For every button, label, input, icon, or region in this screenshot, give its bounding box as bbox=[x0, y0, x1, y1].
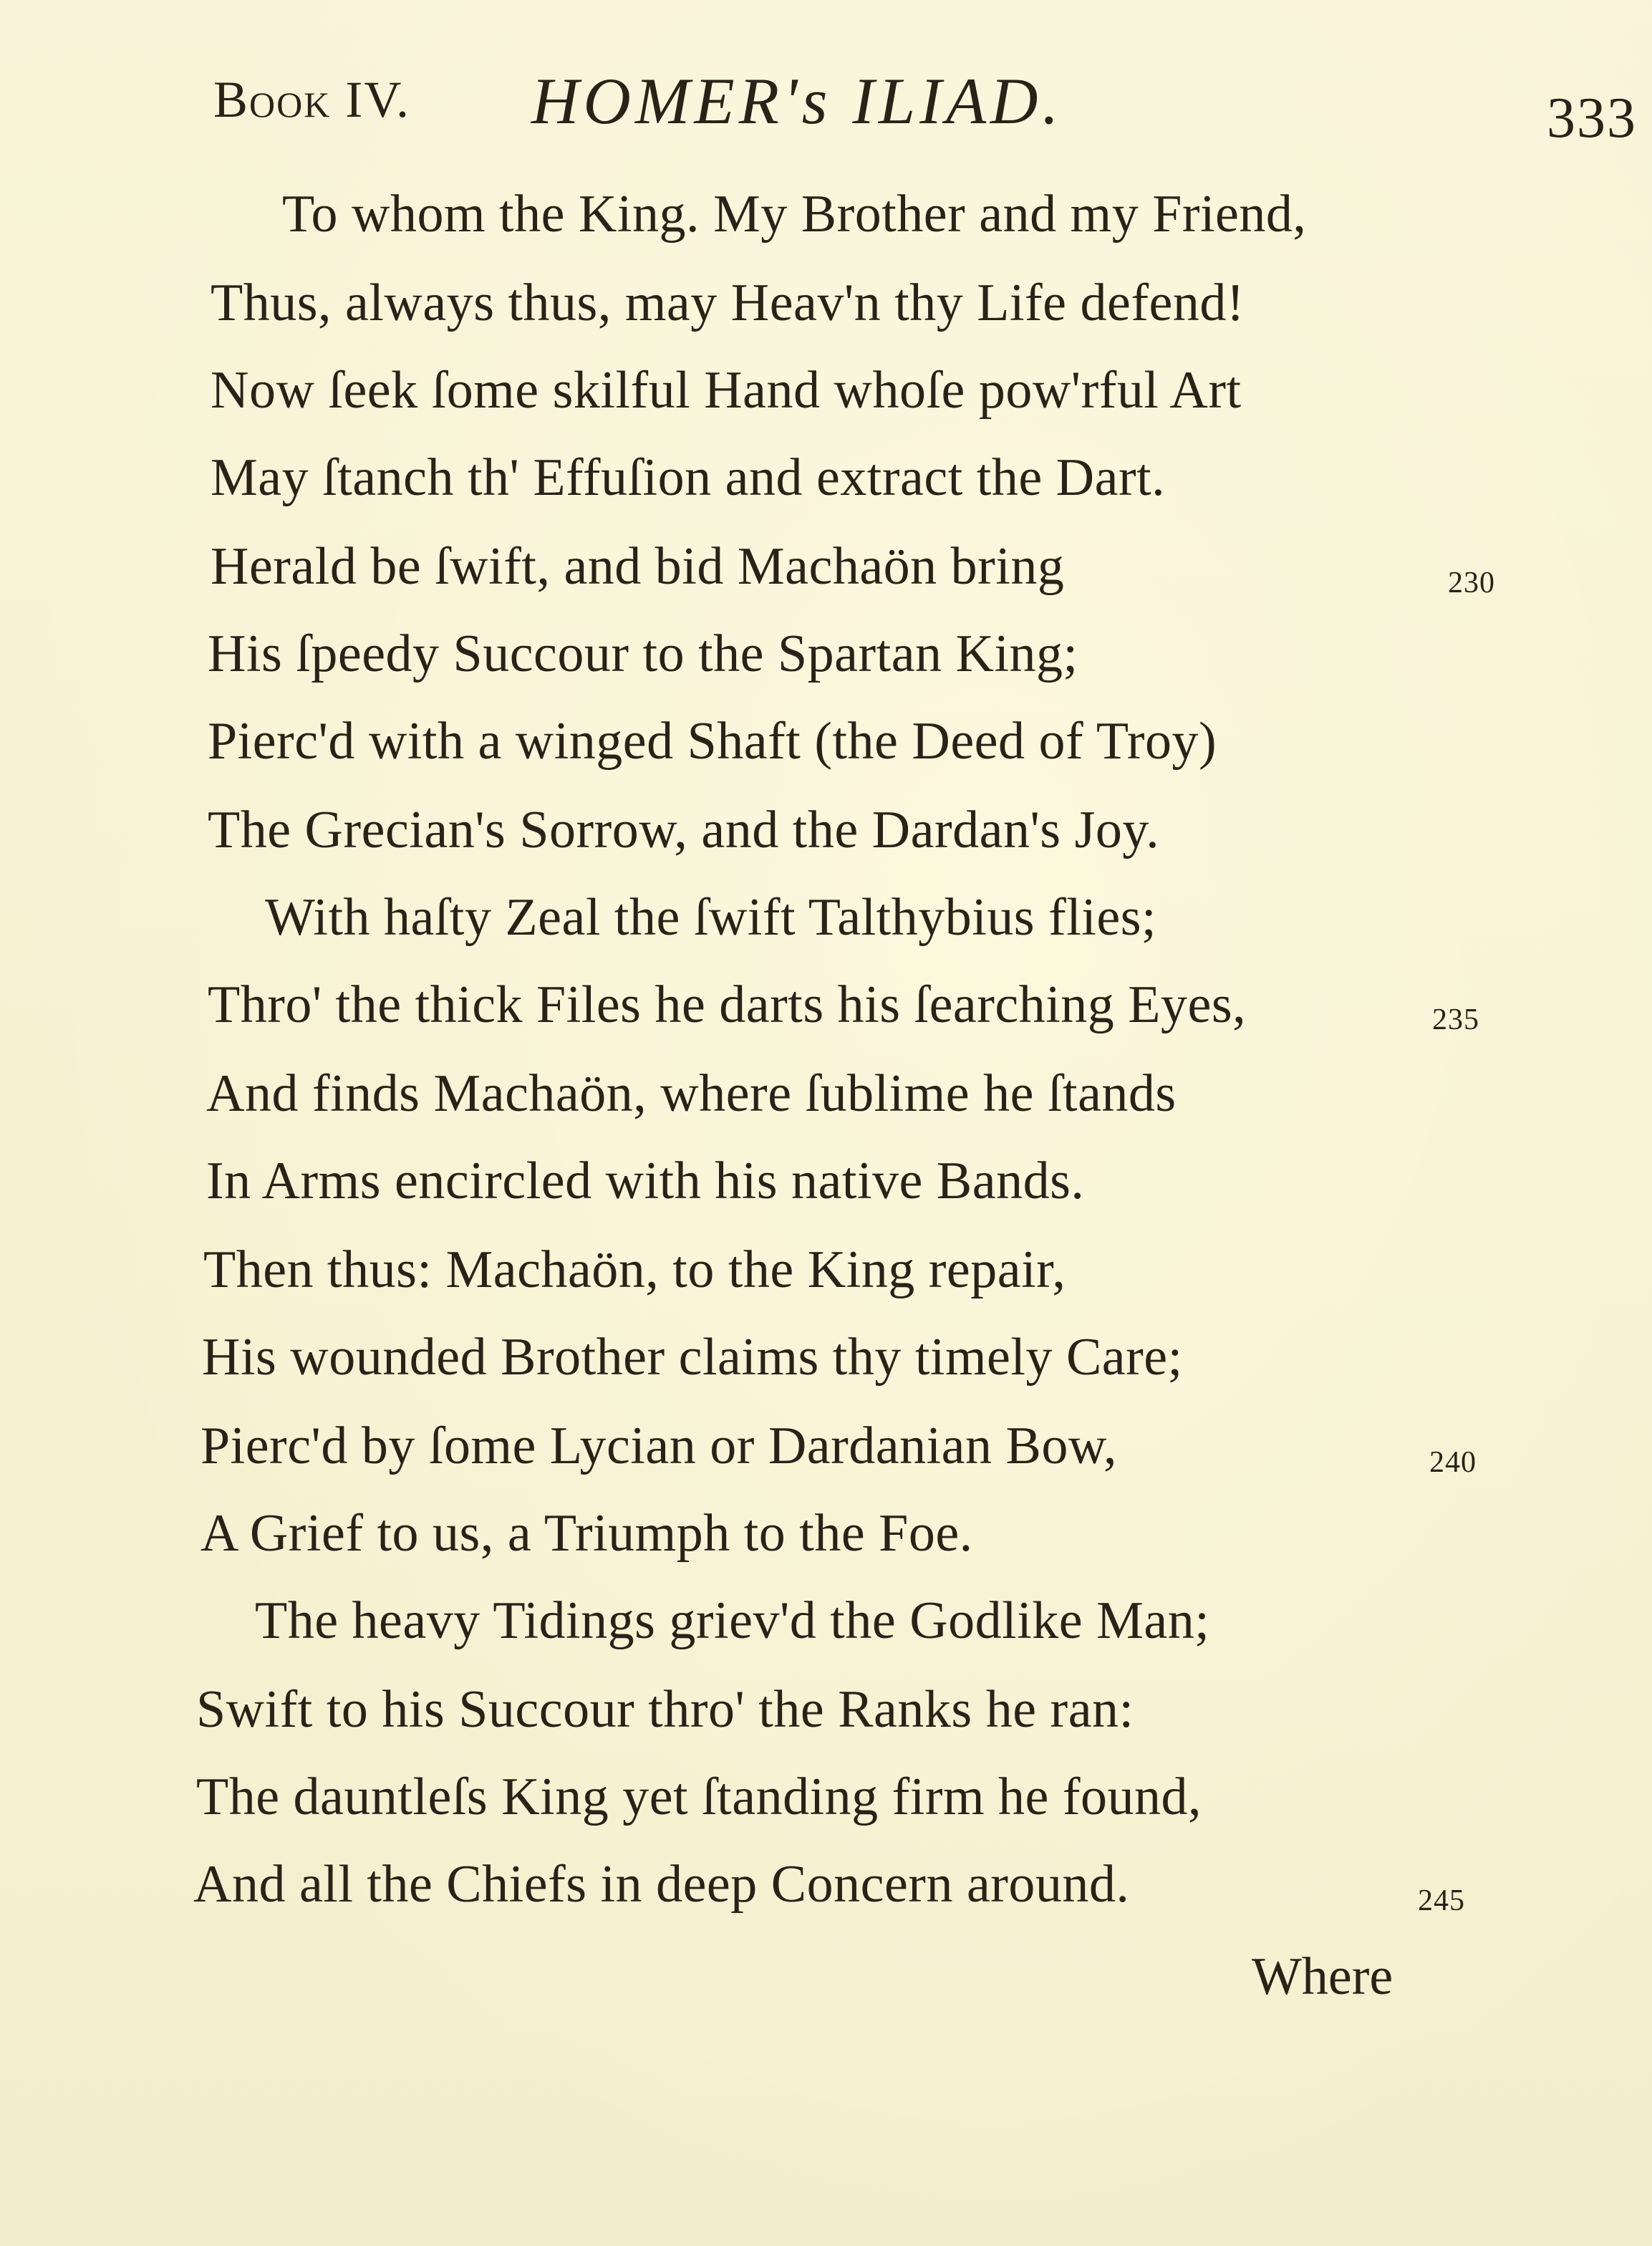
book-label: Book IV. bbox=[213, 71, 411, 128]
page-number: 333 bbox=[1547, 87, 1637, 150]
line-number: 230 bbox=[1448, 567, 1495, 599]
verse-line: And finds Machaön, where ſublime he ſtands bbox=[206, 1064, 1177, 1123]
verse-line: Herald be ſwift, and bid Machaön bring bbox=[211, 537, 1065, 596]
verse-line: The dauntleſs King yet ſtanding firm he found, bbox=[196, 1768, 1202, 1826]
verse-line: Pierc'd with a winged Shaft (the Deed of Troy) bbox=[208, 712, 1217, 771]
verse-line: Thro' the thick Files he darts his ſearching Eyes, bbox=[208, 975, 1247, 1034]
verse-line: Swift to his Succour thro' the Ranks he ran: bbox=[196, 1680, 1134, 1739]
catchword: Where bbox=[1252, 1947, 1393, 2006]
verse-line: Pierc'd by ſome Lycian or Dardanian Bow, bbox=[201, 1417, 1118, 1475]
line-number: 245 bbox=[1418, 1884, 1465, 1917]
verse-line: Thus, always thus, may Heav'n thy Life defend! bbox=[211, 274, 1245, 332]
line-number: 235 bbox=[1432, 1003, 1479, 1036]
verse-line: In Arms encircled with his native Bands. bbox=[206, 1152, 1085, 1210]
verse-line: May ſtanch th' Effuſion and extract the Dart. bbox=[211, 448, 1166, 507]
verse-line: The heavy Tidings griev'd the Godlike Man; bbox=[255, 1591, 1210, 1650]
running-head bbox=[213, 63, 1445, 149]
line-number: 240 bbox=[1429, 1446, 1477, 1479]
running-title: HOMER's ILIAD. bbox=[531, 64, 1063, 138]
verse-line: A Grief to us, a Triumph to the Foe. bbox=[201, 1504, 973, 1563]
verse-line: And all the Chiefs in deep Concern around. bbox=[193, 1855, 1130, 1914]
verse-line: The Grecian's Sorrow, and the Dardan's Joy. bbox=[208, 801, 1160, 859]
verse-line: Now ſeek ſome skilful Hand whoſe pow'rful Art bbox=[211, 361, 1242, 420]
verse-line: With haſty Zeal the ſwift Talthybius flies; bbox=[265, 888, 1157, 947]
verse-line: Then thus: Machaön, to the King repair, bbox=[203, 1240, 1066, 1299]
verse-line: To whom the King. My Brother and my Friend, bbox=[282, 185, 1307, 244]
verse-line: His wounded Brother claims thy timely Care; bbox=[202, 1328, 1183, 1387]
verse-line: His ſpeedy Succour to the Spartan King; bbox=[208, 625, 1078, 683]
